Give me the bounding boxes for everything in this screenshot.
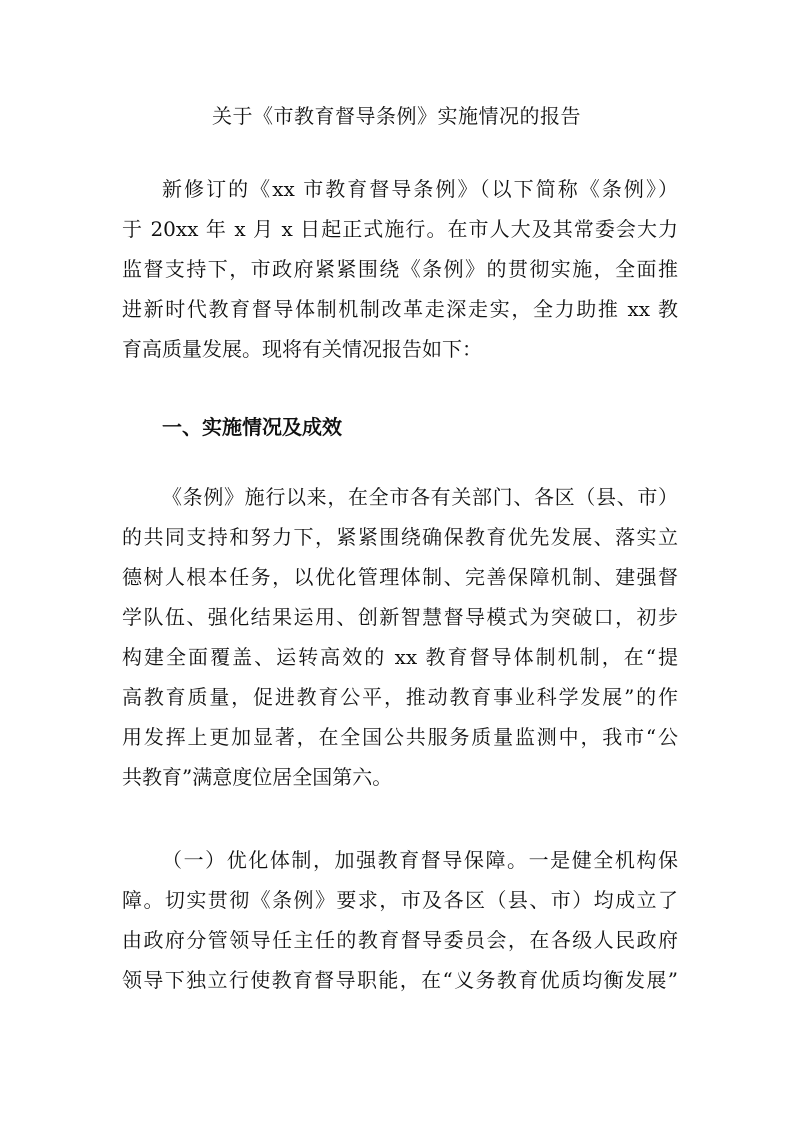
paragraph-line: 高教育质量，促进教育公平，推动教育事业科学发展”的作 [122, 685, 678, 709]
paragraph-line: 障。切实贯彻《条例》要求，市及各区（县、市）均成立了 [122, 888, 678, 912]
paragraph-line: 德树人根本任务，以优化管理体制、完善保障机制、建强督 [122, 565, 678, 589]
paragraph-line: 育高质量发展。现将有关情况报告如下： [122, 337, 482, 361]
paragraph-line: （一）优化体制，加强教育督导保障。一是健全机构保 [162, 848, 678, 872]
paragraph-line: 共教育”满意度位居全国第六。 [122, 765, 393, 789]
paragraph-line: 学队伍、强化结果运用、创新智慧督导模式为突破口，初步 [122, 605, 678, 629]
paragraph-line: 《条例》施行以来，在全市各有关部门、各区（县、市） [162, 485, 678, 509]
paragraph-line: 于 20xx 年 x 月 x 日起正式施行。在市人大及其常委会大力 [122, 217, 678, 241]
paragraph-line: 的共同支持和努力下，紧紧围绕确保教育优先发展、落实立 [122, 525, 678, 549]
document-title: 关于《市教育督导条例》实施情况的报告 [212, 104, 581, 128]
paragraph-line: 领导下独立行使教育督导职能，在“义务教育优质均衡发展” [122, 968, 678, 992]
paragraph-line: 用发挥上更加显著，在全国公共服务质量监测中，我市“公 [122, 725, 678, 749]
paragraph-line: 进新时代教育督导体制机制改革走深走实，全力助推 xx 教 [122, 297, 678, 321]
paragraph-line: 监督支持下，市政府紧紧围绕《条例》的贯彻实施，全面推 [122, 257, 678, 281]
paragraph-line: 构建全面覆盖、运转高效的 xx 教育督导体制机制，在“提 [122, 645, 678, 669]
paragraph-line: 由政府分管领导任主任的教育督导委员会，在各级人民政府 [122, 928, 678, 952]
paragraph-line: 新修订的《xx 市教育督导条例》（以下简称《条例》） [162, 177, 678, 201]
section-heading: 一、实施情况及成效 [162, 415, 342, 439]
